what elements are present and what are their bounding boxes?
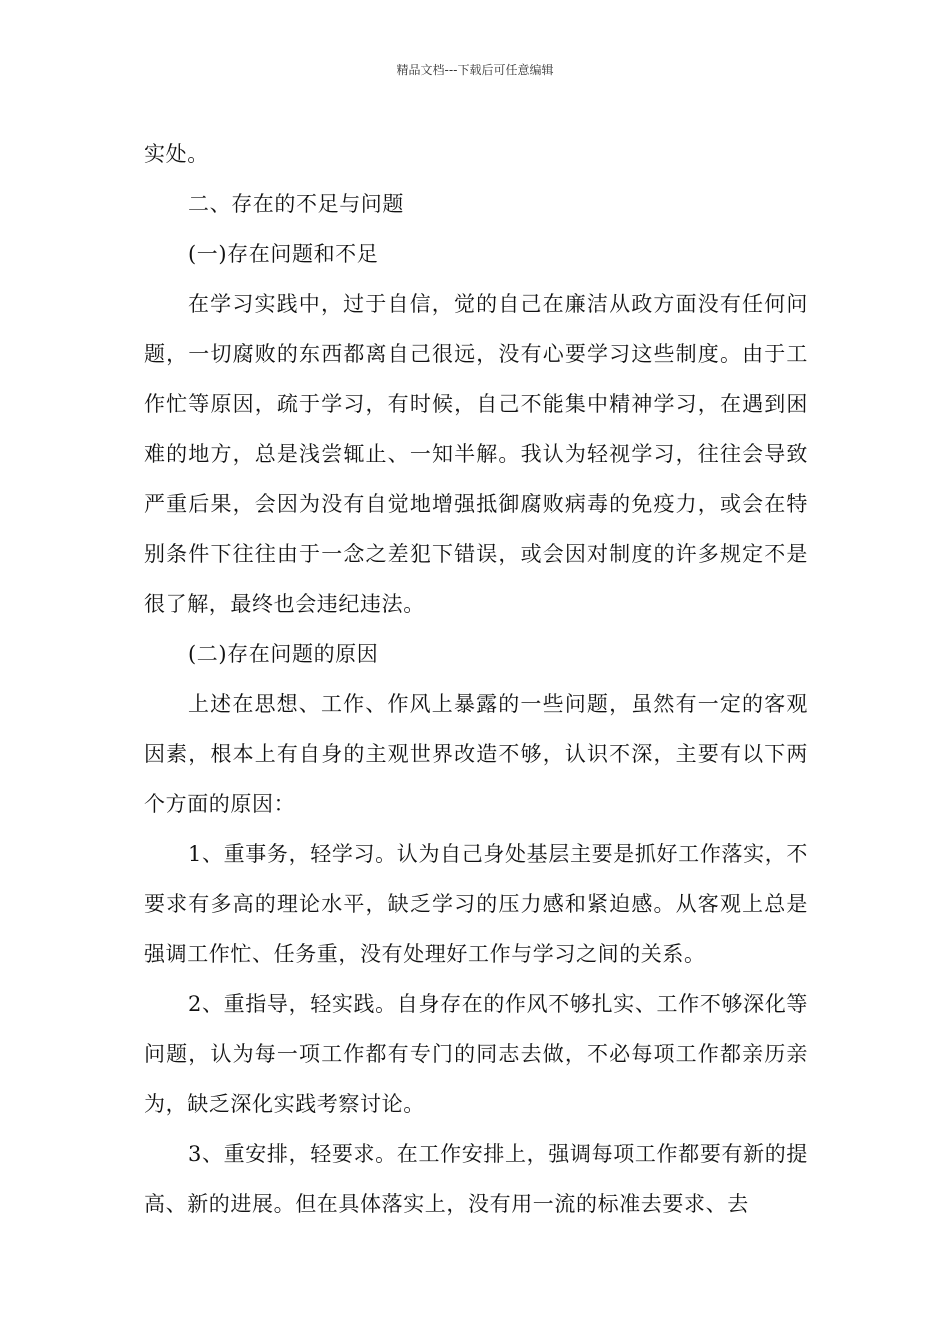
- subsection-heading-problems: (一)存在问题和不足: [188, 242, 379, 266]
- paragraph-cause-2: 2、重指导，轻实践。自身存在的作风不够扎实、工作不够深化等问题，认为每一项工作都有专门的同志去做，不必每项工作都亲历亲为，缺乏深化实践考察讨论。: [144, 992, 808, 1116]
- paragraph-continuation: 实处。: [144, 142, 209, 166]
- paragraph-cause-3: 3、重安排，轻要求。在工作安排上，强调每项工作都要有新的提高、新的进展。但在具体落实上，没有用一流的标准去要求、去: [144, 1142, 808, 1216]
- paragraph-causes-intro: 上述在思想、工作、作风上暴露的一些问题，虽然有一定的客观因素，根本上有自身的主观世界改造不够，认识不深，主要有以下两个方面的原因：: [144, 692, 808, 816]
- document-body: [144, 129, 808, 1229]
- paragraph-problems-detail: 在学习实践中，过于自信，觉的自己在廉洁从政方面没有任何问题，一切腐败的东西都离自己很远，没有心要学习这些制度。由于工作忙等原因，疏于学习，有时候，自己不能集中精神学习，在遇到困难的地方，总是浅尝辄止、一知半解。我认为轻视学习，往往会导致严重后果，会因为没有自觉地增强抵御腐败病毒的免疫力，或会在特别条件下往往由于一念之差犯下错误，或会因对制度的许多规定不是很了解，最终也会违纪违法。: [144, 292, 808, 616]
- section-heading-problems: 二、存在的不足与问题: [188, 192, 404, 216]
- page-header: 精品文档---下载后可任意编辑: [396, 63, 554, 77]
- subsection-heading-causes: (二)存在问题的原因: [188, 642, 379, 666]
- paragraph-cause-1: 1、重事务，轻学习。认为自己身处基层主要是抓好工作落实，不要求有多高的理论水平，缺乏学习的压力感和紧迫感。从客观上总是强调工作忙、任务重，没有处理好工作与学习之间的关系。: [144, 842, 808, 966]
